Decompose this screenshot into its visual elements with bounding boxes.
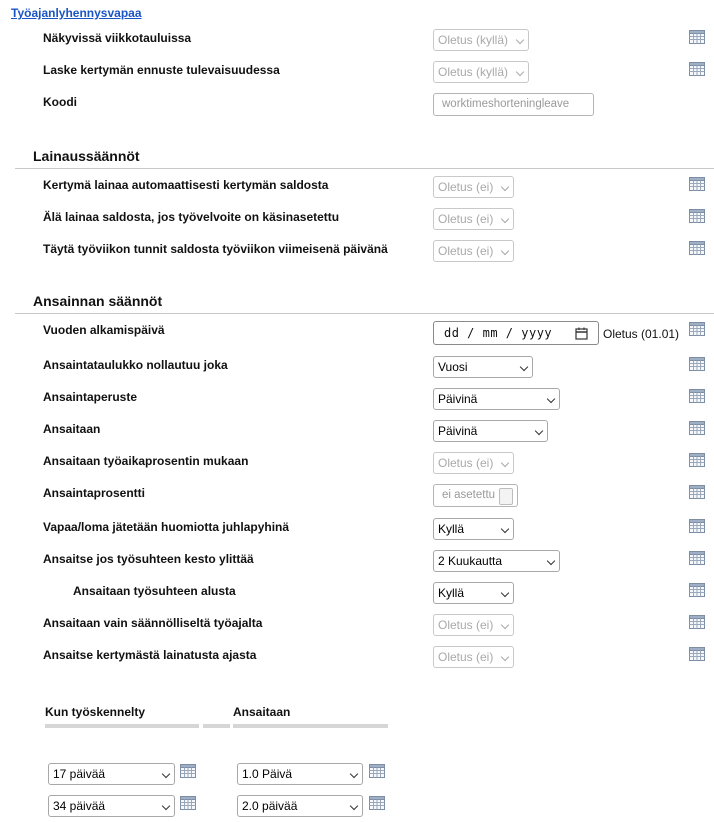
no-lend-manual-label: Älä lainaa saldosta, jos työvelvoite on käsinasetettu: [43, 210, 340, 224]
lending-heading: Lainaussäännöt: [33, 148, 140, 164]
calendar-table-icon[interactable]: [689, 647, 705, 661]
ignore-holidays-select[interactable]: Kyllä: [433, 518, 514, 540]
employment-duration-select[interactable]: 2 Kuukautta: [433, 550, 560, 572]
table-header-bar: [203, 724, 230, 728]
basis-label: Ansaintaperuste: [43, 390, 138, 404]
section-title-link[interactable]: Työajanlyhennysvapaa: [11, 6, 142, 20]
regular-time-select[interactable]: Oletus (ei): [433, 614, 514, 636]
spinner-icon[interactable]: [499, 488, 513, 505]
calendar-table-icon[interactable]: [689, 421, 705, 435]
calendar-table-icon[interactable]: [689, 177, 705, 191]
calendar-table-icon[interactable]: [689, 453, 705, 467]
calendar-table-icon[interactable]: [689, 62, 705, 76]
no-lend-manual-select[interactable]: Oletus (ei): [433, 208, 514, 230]
calendar-table-icon[interactable]: [689, 357, 705, 371]
work-percent-select[interactable]: Oletus (ei): [433, 452, 514, 474]
calendar-table-icon[interactable]: [689, 583, 705, 597]
auto-lend-label: Kertymä lainaa automaattisesti kertymän saldosta: [43, 178, 329, 192]
calendar-table-icon[interactable]: [369, 796, 385, 810]
reset-label: Ansaintataulukko nollautuu joka: [43, 358, 228, 372]
earned-amount-select[interactable]: 1.0 Päivä: [237, 763, 363, 785]
calendar-table-icon[interactable]: [689, 519, 705, 533]
from-start-select[interactable]: Kyllä: [433, 582, 514, 604]
earning-percent-input[interactable]: ei asetettu: [433, 484, 518, 507]
forecast-label: Laske kertymän ennuste tulevaisuudessa: [43, 63, 280, 77]
reset-select[interactable]: Vuosi: [433, 356, 533, 378]
calendar-table-icon[interactable]: [689, 551, 705, 565]
table-header-bar: [233, 724, 388, 728]
fill-week-hours-label: Täytä työviikon tunnit saldosta työviikon viimeisenä päivänä: [43, 242, 388, 256]
visible-in-weekly-label: Näkyvissä viikkotauluissa: [43, 31, 192, 45]
year-start-label: Vuoden alkamispäivä: [43, 323, 165, 337]
divider: [15, 168, 714, 169]
employment-duration-label: Ansaitse jos työsuhteen kesto ylittää: [43, 552, 254, 566]
regular-time-label: Ansaitaan vain säännölliseltä työajalta: [43, 616, 263, 630]
calendar-table-icon[interactable]: [180, 764, 196, 778]
year-start-date-input[interactable]: dd / mm / yyyy: [433, 321, 599, 345]
worked-select[interactable]: 17 päivää: [48, 763, 175, 785]
calendar-table-icon[interactable]: [689, 241, 705, 255]
calendar-table-icon[interactable]: [689, 485, 705, 499]
auto-lend-select[interactable]: Oletus (ei): [433, 176, 514, 198]
ignore-holidays-label: Vapaa/loma jätetään huomiotta juhlapyhinä: [43, 520, 290, 534]
calendar-table-icon[interactable]: [689, 322, 705, 336]
year-start-default: Oletus (01.01): [603, 327, 680, 341]
code-label: Koodi: [43, 95, 77, 109]
from-start-label: Ansaitaan työsuhteen alusta: [73, 584, 236, 598]
fill-week-hours-select[interactable]: Oletus (ei): [433, 240, 514, 262]
calendar-table-icon[interactable]: [689, 615, 705, 629]
table-header-bar: [45, 724, 199, 728]
table-header-earned: Ansaitaan: [233, 705, 291, 719]
basis-select[interactable]: Päivinä: [433, 388, 560, 410]
divider: [15, 313, 714, 314]
visible-in-weekly-select[interactable]: Oletus (kyllä): [433, 29, 529, 51]
calendar-table-icon[interactable]: [689, 209, 705, 223]
calendar-table-icon[interactable]: [689, 30, 705, 44]
earning-heading: Ansainnan säännöt: [33, 293, 163, 309]
table-header-worked: Kun työskennelty: [45, 705, 146, 719]
earning-percent-label: Ansaintaprosentti: [43, 486, 146, 500]
calendar-table-icon[interactable]: [180, 796, 196, 810]
earned-select[interactable]: Päivinä: [433, 420, 548, 442]
calendar-table-icon[interactable]: [369, 764, 385, 778]
code-input[interactable]: worktimeshorteningleave: [433, 93, 594, 116]
work-percent-label: Ansaitaan työaikaprosentin mukaan: [43, 454, 249, 468]
earned-label: Ansaitaan: [43, 422, 101, 436]
forecast-select[interactable]: Oletus (kyllä): [433, 61, 529, 83]
earned-amount-select[interactable]: 2.0 päivää: [237, 795, 363, 817]
calendar-picker-icon[interactable]: [575, 327, 588, 340]
calendar-table-icon[interactable]: [689, 389, 705, 403]
worked-select[interactable]: 34 päivää: [48, 795, 175, 817]
from-lent-select[interactable]: Oletus (ei): [433, 646, 514, 668]
from-lent-label: Ansaitse kertymästä lainatusta ajasta: [43, 648, 257, 662]
